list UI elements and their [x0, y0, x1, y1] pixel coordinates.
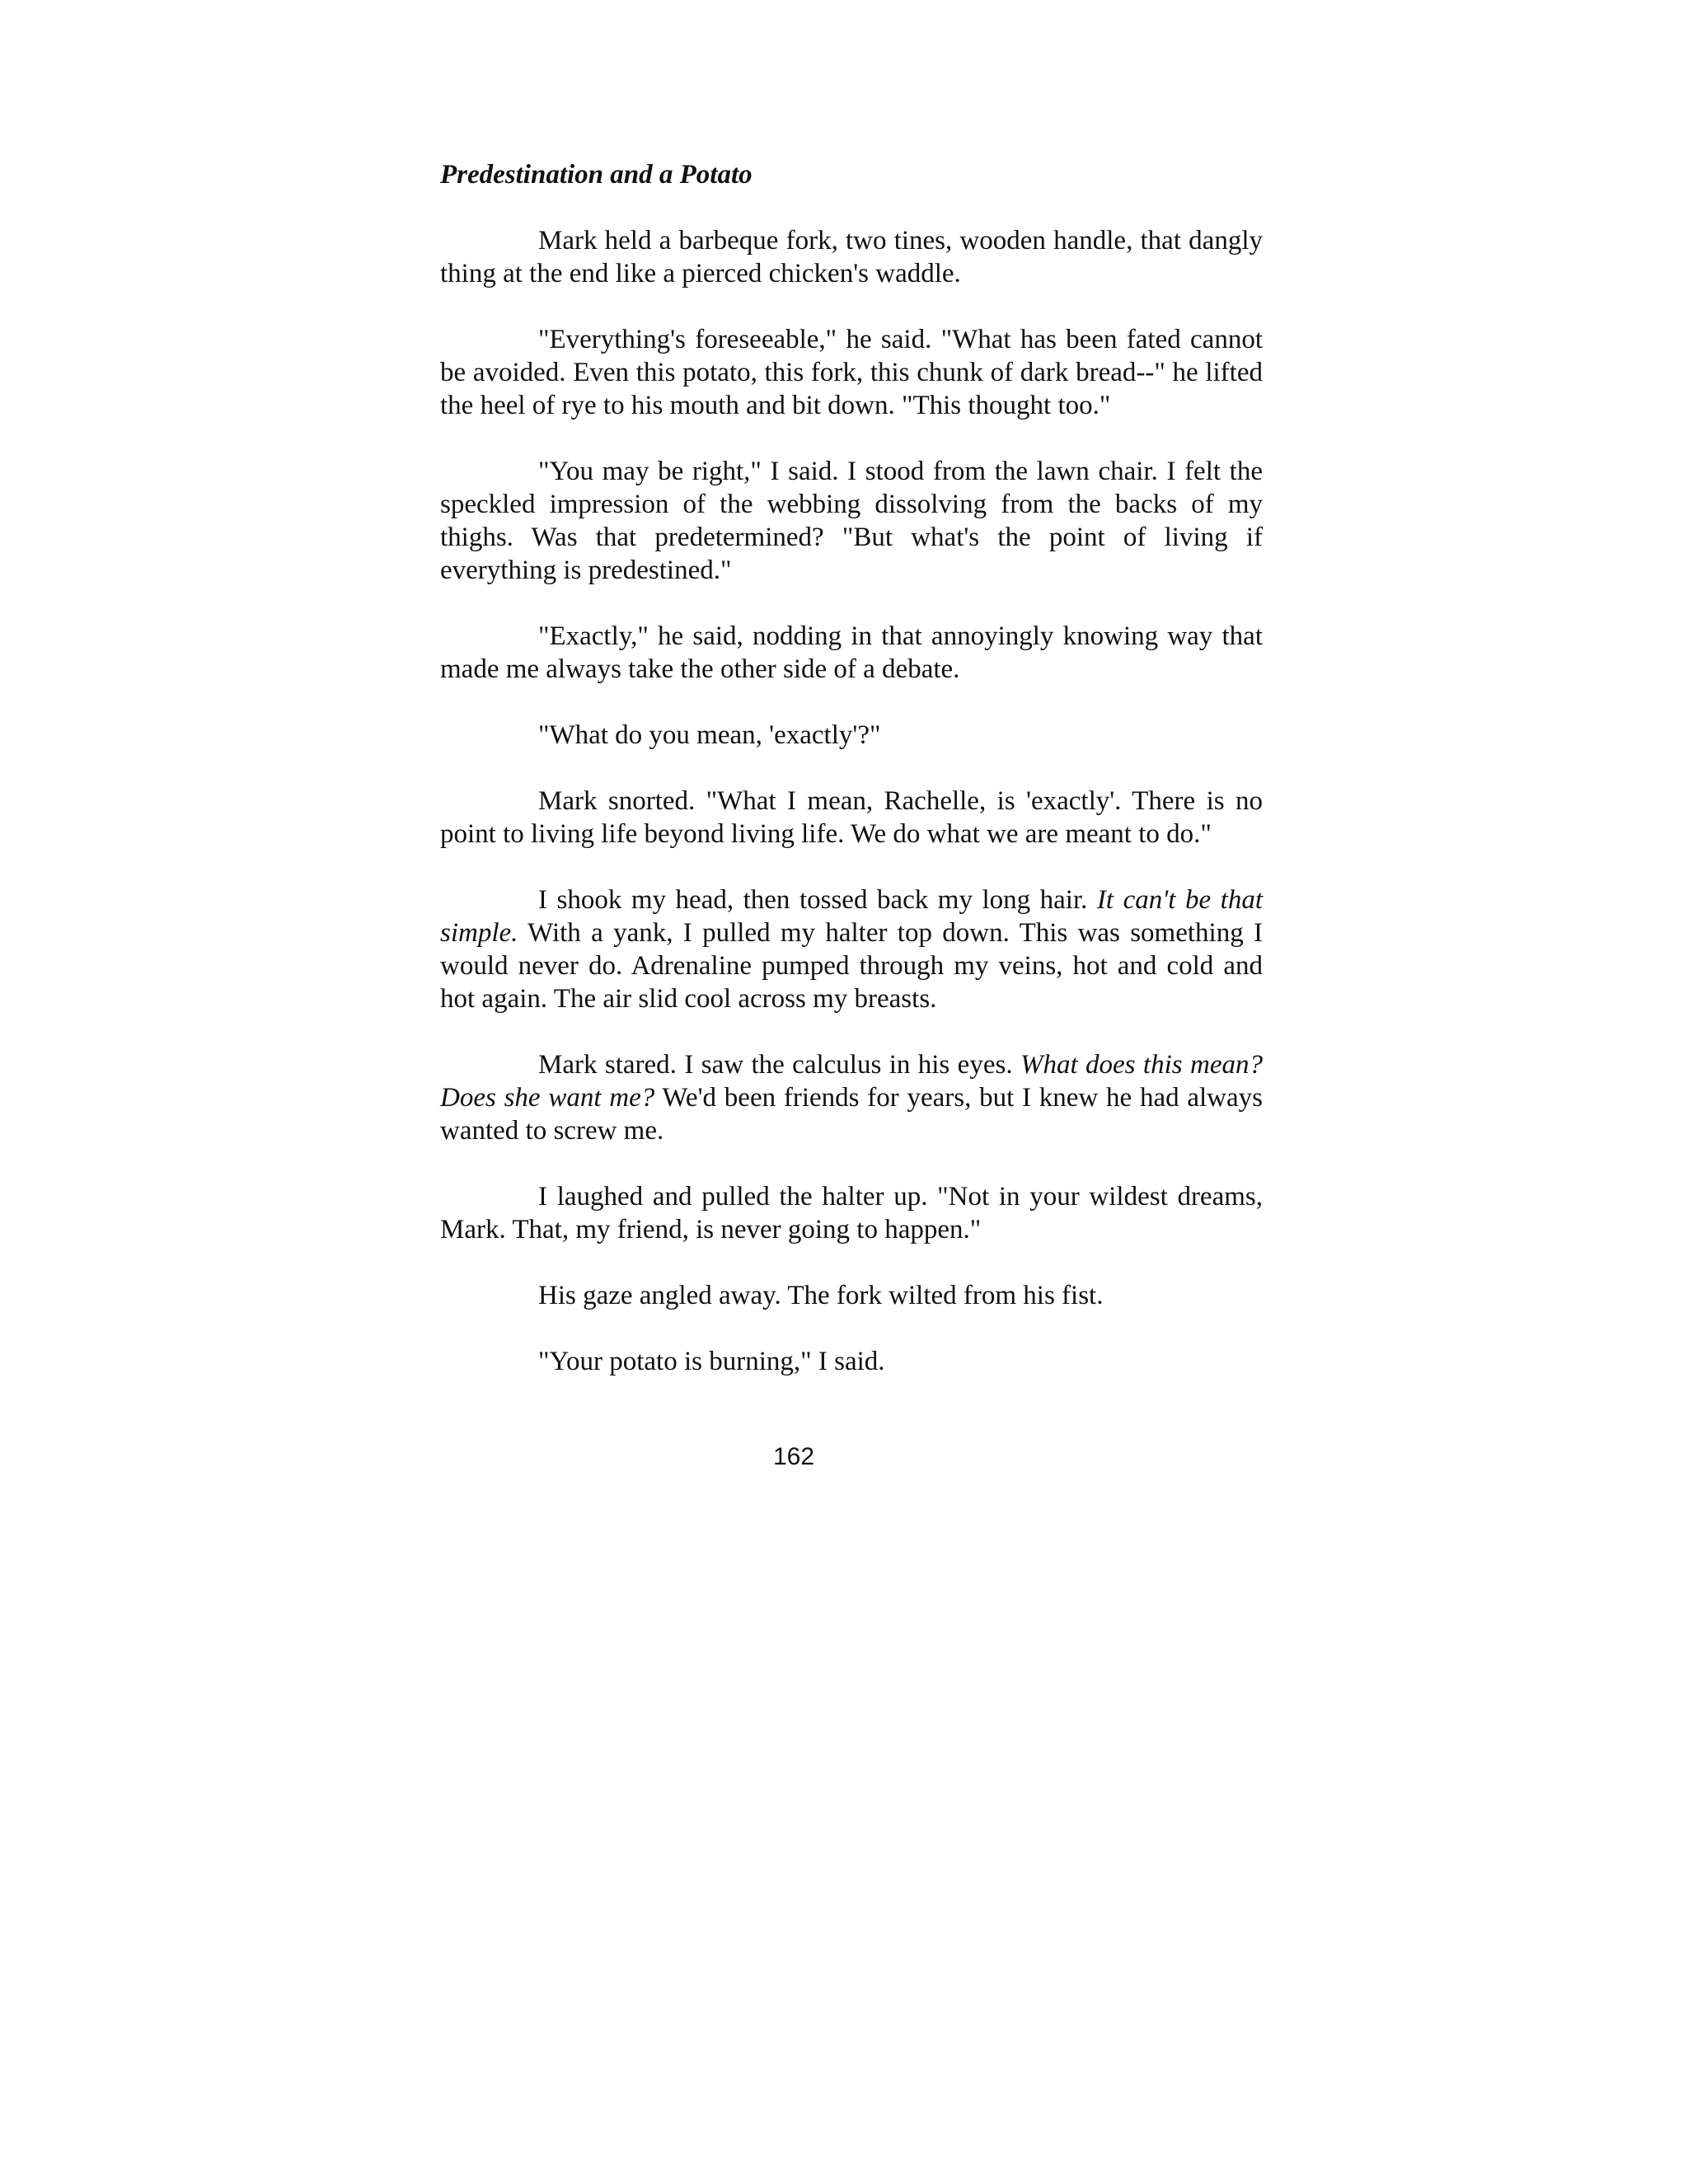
paragraph-text: "You may be right," I said. I stood from the lawn chair. I felt the speckled impression of the webbing dissolving from the backs of my thighs. Was that predetermined? "But what's the point of living if everything is predestined.": [440, 457, 1263, 585]
paragraph-text: Mark stared. I saw the calculus in his eyes.: [538, 1050, 1020, 1080]
paragraph-text: "Your potato is burning," I said.: [538, 1347, 885, 1376]
paragraph-text: I shook my head, then tossed back my long hair.: [538, 885, 1097, 915]
paragraph-text: I laughed and pulled the halter up. "Not in your wildest dreams, Mark. That, my friend, is never going to happen.": [440, 1182, 1263, 1244]
story-paragraph: [440, 323, 1263, 422]
story-paragraph: [440, 455, 1263, 587]
story-title: Predestination and a Potato: [440, 160, 753, 190]
story-paragraph: [440, 883, 1263, 1015]
story-paragraph: [440, 1180, 1263, 1246]
story-paragraph: [440, 620, 1263, 686]
story-paragraph: [440, 224, 1263, 290]
story-paragraph: [440, 1345, 1263, 1378]
page-number: 162: [773, 1443, 815, 1470]
italic-text: What does this mean? Does she want me?: [440, 1050, 1263, 1113]
paragraph-text: "Everything's foreseeable," he said. "What has been fated cannot be avoided. Even this potato, this fork, this chunk of dark bread--" he lifted the heel of rye to his mouth and bit down. "This thought too.": [440, 325, 1263, 420]
story-paragraph: [440, 785, 1263, 851]
story-paragraph: [440, 1279, 1263, 1312]
story-page: [440, 158, 1263, 1411]
paragraph-text: With a yank, I pulled my halter top down. This was something I would never do. Adrenaline pumped through my veins, hot and cold and hot again. The air slid cool across my breasts.: [440, 918, 1263, 1014]
italic-text: It can't be that simple.: [440, 885, 1263, 948]
story-paragraph: [440, 1048, 1263, 1147]
paragraph-text: "What do you mean, 'exactly'?": [538, 720, 881, 750]
paragraph-text: We'd been friends for years, but I knew he had always wanted to screw me.: [440, 1083, 1264, 1146]
paragraph-text: Mark snorted. "What I mean, Rachelle, is 'exactly'. There is no point to living life beyond living life. We do what we are meant to do.": [440, 786, 1263, 849]
story-paragraph: [440, 719, 1263, 752]
paragraph-text: Mark held a barbeque fork, two tines, wooden handle, that dangly thing at the end like a pierced chicken's waddle.: [440, 226, 1263, 288]
story-body: [440, 224, 1263, 1378]
paragraph-text: "Exactly," he said, nodding in that annoyingly knowing way that made me always take the other side of a debate.: [440, 621, 1263, 684]
paragraph-text: His gaze angled away. The fork wilted from his fist.: [538, 1281, 1104, 1310]
